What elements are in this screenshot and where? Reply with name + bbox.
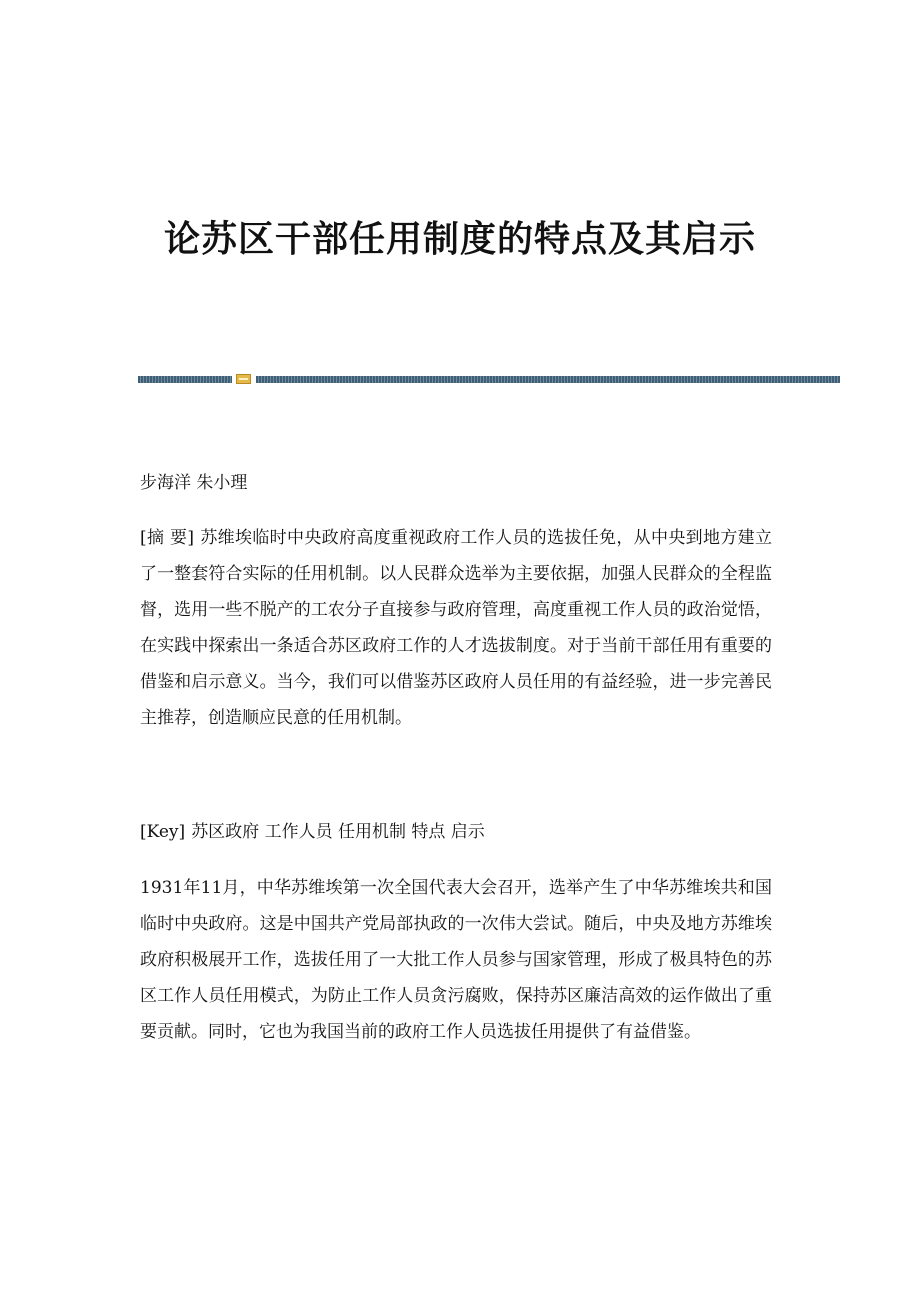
- abstract: [140, 520, 772, 736]
- abstract-label: [摘 要]: [140, 528, 195, 548]
- document-title: 论苏区干部任用制度的特点及其启示: [163, 219, 756, 260]
- keywords: [140, 814, 772, 850]
- keywords-text: 苏区政府 工作人员 任用机制 特点 启示: [191, 822, 485, 842]
- divider-bar-right: [256, 376, 840, 383]
- divider-emblem-icon: [236, 374, 251, 384]
- divider-bar-left: [138, 376, 232, 383]
- body-paragraph: 1931年11月，中华苏维埃第一次全国代表大会召开，选举产生了中华苏维埃共和国临时中央政府。这是中国共产党局部执政的一次伟大尝试。随后，中央及地方苏维埃政府积极展开工作，选拔任用了一大批工作人员参与国家管理，形成了极具特色的苏区工作人员任用模式，为防止工作人员贪污腐败，保持苏区廉洁高效的运作做出了重要贡献。同时，它也为我国当前的政府工作人员选拔任用提供了有益借鉴。: [140, 878, 772, 1042]
- keywords-label: [Key]: [140, 822, 186, 842]
- authors: 步海洋 朱小理: [140, 473, 248, 493]
- title-divider: [138, 373, 840, 385]
- abstract-text: 苏维埃临时中央政府高度重视政府工作人员的选拔任免，从中央到地方建立了一整套符合实际的任用机制。以人民群众选举为主要依据，加强人民群众的全程监督，选用一些不脱产的工农分子直接参与政府管理，高度重视工作人员的政治觉悟，在实践中探索出一条适合苏区政府工作的人才选拔制度。对于当前干部任用有重要的借鉴和启示意义。当今，我们可以借鉴苏区政府人员任用的有益经验，进一步完善民主推荐，创造顺应民意的任用机制。: [140, 528, 773, 728]
